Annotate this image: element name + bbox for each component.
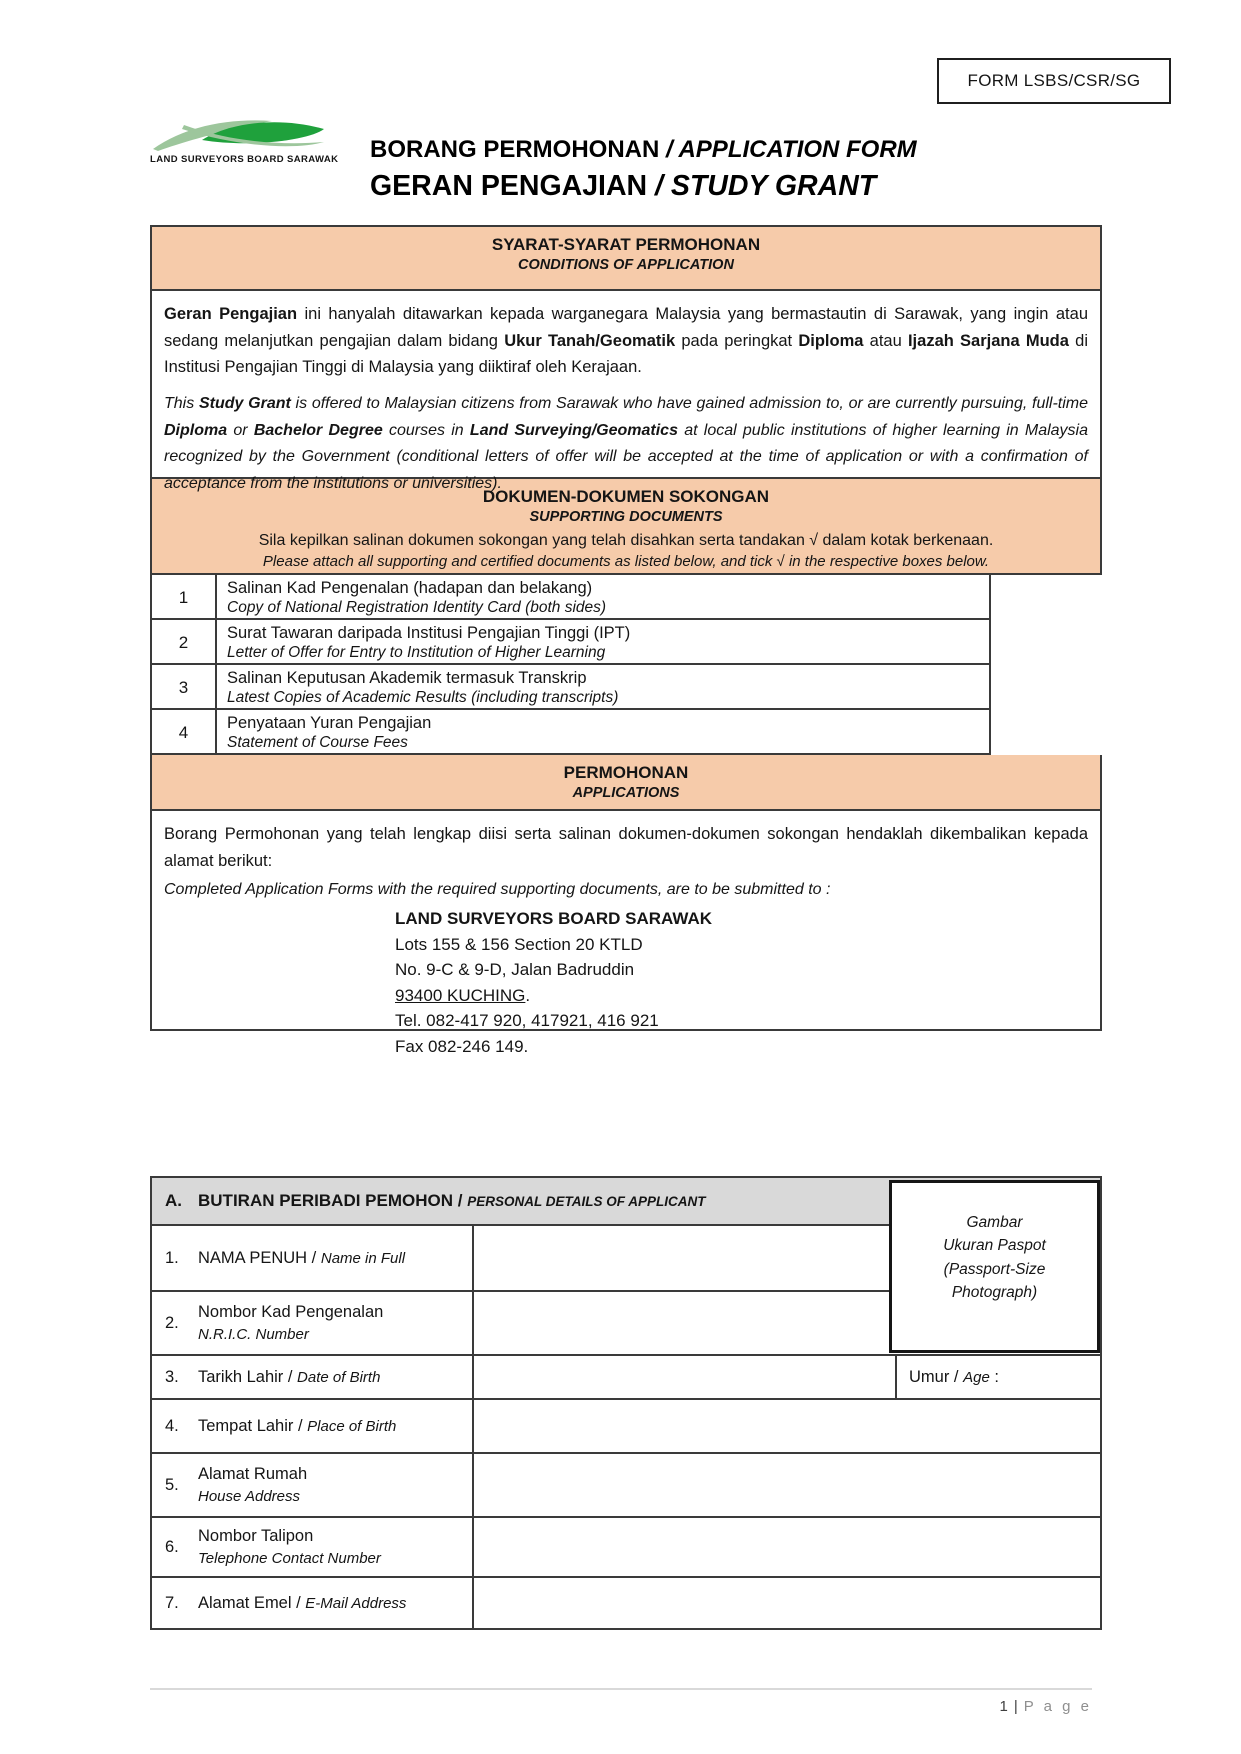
doc-number: 4 xyxy=(152,710,217,755)
photo-box-line: Photograph) xyxy=(951,1283,1038,1301)
doc-description xyxy=(217,575,989,620)
conditions-paragraph-my: Geran Pengajian ini hanyalah ditawarkan kepada warganegara Malaysia yang bermastautin di Sarawak, yang ingin atau sedang melanjutkan pengajian dalam bidang Ukur Tanah/Geomatik pada peringkat Diploma atau Ijazah Sarjana Muda di Institusi Pengajian Tinggi di Malaysia yang diiktiraf oleh Kerajaan. xyxy=(164,305,1088,377)
conditions-table xyxy=(150,225,1102,1056)
birthplace-input[interactable] xyxy=(472,1400,1100,1452)
field-label-text: Nombor Kad Pengenalan xyxy=(198,1302,384,1321)
doc-row-3 xyxy=(152,663,1100,708)
field-label xyxy=(152,1454,472,1516)
email-input[interactable] xyxy=(472,1578,1100,1628)
field-label-subtext: House Address xyxy=(198,1488,300,1505)
conditions-title-my: SYARAT-SYARAT PERMOHONAN xyxy=(491,235,761,254)
doc-description-my: Salinan Kad Pengenalan (hadapan dan belakang) xyxy=(227,579,593,597)
telephone-input[interactable] xyxy=(472,1518,1100,1576)
field-label-text: NAMA PENUH / Name in Full xyxy=(198,1248,406,1267)
docs-title-my: DOKUMEN-DOKUMEN SOKONGAN xyxy=(482,487,770,506)
form-title xyxy=(370,136,917,203)
logo-caption: LAND SURVEYORS BOARD SARAWAK xyxy=(150,154,339,165)
field-label xyxy=(152,1292,472,1354)
doc-row-4 xyxy=(152,708,1100,753)
field-label-text: Tempat Lahir / Place of Birth xyxy=(198,1416,397,1435)
lsbs-logo xyxy=(150,116,339,165)
field-label-subtext: N.R.I.C. Number xyxy=(198,1326,309,1343)
field-label-subtext: Telephone Contact Number xyxy=(198,1550,381,1567)
doc-number: 1 xyxy=(152,575,217,620)
conditions-body xyxy=(152,289,1100,492)
field-label xyxy=(152,1578,472,1628)
dob-input[interactable] xyxy=(472,1356,895,1398)
field-number: 5. xyxy=(165,1475,179,1494)
docs-title-en: SUPPORTING DOCUMENTS xyxy=(529,509,723,526)
doc-checkbox-1[interactable] xyxy=(989,575,1104,620)
doc-description-my: Penyataan Yuran Pengajian xyxy=(227,714,432,732)
doc-description xyxy=(217,665,989,710)
address-line: No. 9-C & 9-D, Jalan Badruddin xyxy=(395,960,635,980)
doc-number: 2 xyxy=(152,620,217,665)
doc-description xyxy=(217,620,989,665)
field-label-text: Tarikh Lahir / Date of Birth xyxy=(198,1367,381,1386)
applications-body xyxy=(152,809,1100,1056)
address-line: Fax 082-246 149. xyxy=(395,1036,529,1056)
house-address-input[interactable] xyxy=(472,1454,1100,1516)
page-footer xyxy=(150,1688,1092,1715)
section-letter: A. xyxy=(165,1191,182,1210)
field-number: 7. xyxy=(165,1593,179,1612)
doc-checkbox-4[interactable] xyxy=(989,710,1104,755)
doc-description-en: Copy of National Registration Identity Card (both sides) xyxy=(227,598,607,616)
doc-number: 3 xyxy=(152,665,217,710)
conditions-title-en: CONDITIONS OF APPLICATION xyxy=(518,257,734,274)
field-label xyxy=(152,1518,472,1576)
field-number: 6. xyxy=(165,1537,179,1556)
form-title-line2: GERAN PENGAJIAN / STUDY GRANT xyxy=(370,169,877,202)
address-line: 93400 KUCHING. xyxy=(395,985,531,1005)
photo-box-line: (Passport-Size xyxy=(943,1260,1046,1278)
applications-title-my: PERMOHONAN xyxy=(563,763,689,782)
field-row-house-address xyxy=(152,1452,1100,1516)
conditions-section-header xyxy=(152,227,1100,289)
field-label xyxy=(152,1400,472,1452)
age-field[interactable] xyxy=(895,1356,1104,1398)
field-label-text: Nombor Talipon xyxy=(198,1526,314,1545)
applications-section-header xyxy=(152,753,1100,809)
form-title-line1: BORANG PERMOHONAN / APPLICATION FORM xyxy=(370,136,917,163)
field-number: 1. xyxy=(165,1248,179,1267)
doc-row-2 xyxy=(152,618,1100,663)
doc-checkbox-2[interactable] xyxy=(989,620,1104,665)
field-row-dob xyxy=(152,1354,1100,1398)
address-line: Tel. 082-417 920, 417921, 416 921 xyxy=(395,1011,659,1031)
photo-box-line: Ukuran Paspot xyxy=(943,1237,1046,1255)
field-row-telephone xyxy=(152,1516,1100,1576)
submission-address xyxy=(395,906,1088,1059)
doc-description-my: Surat Tawaran daripada Institusi Pengajian Tinggi (IPT) xyxy=(227,624,631,642)
address-line: LAND SURVEYORS BOARD SARAWAK xyxy=(395,909,713,929)
form-code-box xyxy=(937,58,1171,104)
age-label: Umur / Age : xyxy=(909,1367,999,1386)
section-a-title: BUTIRAN PERIBADI PEMOHON / PERSONAL DETAILS OF APPLICANT xyxy=(198,1191,706,1210)
doc-description-my: Salinan Keputusan Akademik termasuk Transkrip xyxy=(227,669,587,687)
personal-details-table xyxy=(150,1176,1102,1630)
footer-separator: | xyxy=(1013,1698,1018,1715)
doc-description-en: Statement of Course Fees xyxy=(227,733,408,751)
submission-paragraph-my: Borang Permohonan yang telah lengkap diisi serta salinan dokumen-dokumen sokongan hendaklah dikembalikan kepada alamat berikut: xyxy=(164,825,1088,870)
lsbs-logo-graphic xyxy=(150,116,328,152)
docs-note-en: Please attach all supporting and certified documents as listed below, and tick √ in the respective boxes below. xyxy=(262,552,990,570)
doc-description-en: Letter of Offer for Entry to Institution of Higher Learning xyxy=(227,643,606,661)
photo-box-line: Gambar xyxy=(966,1214,1023,1231)
field-number: 2. xyxy=(165,1313,179,1332)
footer-label: P a g e xyxy=(1023,1698,1092,1715)
field-label xyxy=(152,1356,472,1398)
address-line: Lots 155 & 156 Section 20 KTLD xyxy=(395,934,643,954)
applications-title-en: APPLICATIONS xyxy=(572,785,680,802)
conditions-paragraph-en: This Study Grant is offered to Malaysian citizens from Sarawak who have gained admission to, or are currently pursuing, full-time Diploma or Bachelor Degree courses in Land Surveying/Geomatics at local public institutions of higher learning in Malaysia recognized by the Government (conditional letters of offer will be accepted at the time of application or with a confirmation of acceptance from the institutions or universities). xyxy=(164,395,1089,492)
doc-description-en: Latest Copies of Academic Results (including transcripts) xyxy=(227,688,619,706)
field-label-text: Alamat Rumah xyxy=(198,1464,308,1483)
doc-description xyxy=(217,710,989,755)
docs-note-my: Sila kepilkan salinan dokumen sokongan yang telah disahkan serta tandakan √ dalam kotak berkenaan. xyxy=(258,531,994,549)
page-number: 1 xyxy=(999,1698,1008,1715)
doc-checkbox-3[interactable] xyxy=(989,665,1104,710)
field-number: 4. xyxy=(165,1416,179,1435)
doc-row-1 xyxy=(152,573,1100,618)
form-code: FORM LSBS/CSR/SG xyxy=(967,71,1141,90)
submission-paragraph-en: Completed Application Forms with the required supporting documents, are to be submitted to : xyxy=(164,881,831,899)
field-row-email xyxy=(152,1576,1100,1628)
field-label xyxy=(152,1226,472,1290)
photo-box[interactable] xyxy=(889,1180,1100,1353)
field-number: 3. xyxy=(165,1367,179,1386)
field-row-birthplace xyxy=(152,1398,1100,1452)
field-label-text: Alamat Emel / E-Mail Address xyxy=(198,1593,407,1612)
